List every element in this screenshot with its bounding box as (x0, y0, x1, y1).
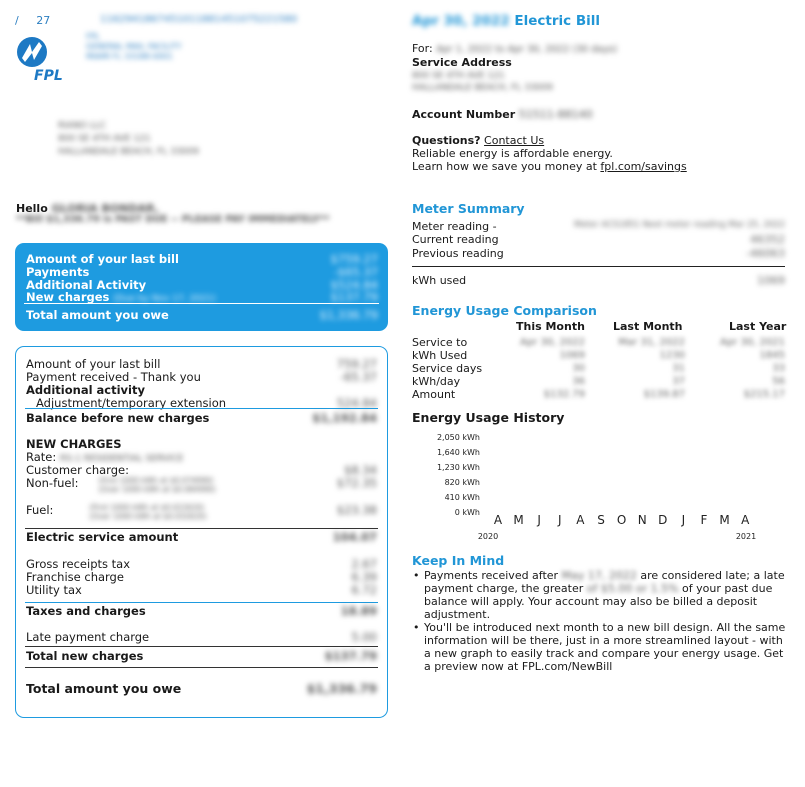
comparison-row-label: Amount (412, 388, 456, 401)
comparison-row-label: kWh Used (412, 349, 468, 362)
meter-reading-row: Meter reading - Meter ACS1851 Next meter reading Mar 25, 2022 (412, 220, 785, 233)
detail-gross-receipts: Gross receipts tax 2.67 (26, 557, 377, 571)
comparison-cell: 37 (672, 376, 685, 387)
x-tick-label: M (719, 513, 730, 527)
comparison-cell: 30 (572, 363, 585, 374)
x-tick-label: N (637, 513, 647, 527)
current-reading-row: Current reading 46352 (412, 233, 785, 246)
detail-divider (25, 528, 378, 529)
y-tick-label: 410 kWh (444, 493, 480, 502)
x-tick-label: F (700, 513, 708, 527)
detail-total-owe: Total amount you owe $1,336.79 (26, 681, 377, 696)
bill-title: Apr 30, 2022 Electric Bill (412, 13, 600, 29)
bill-period: For: Apr 1, 2022 to Apr 30, 2022 (30 days) (412, 42, 618, 55)
comparison-row-label: Service to (412, 336, 468, 349)
detail-non-fuel: Non-fuel: (First 1000 kWh at $0.074990) (Over 1000 kWh at $0.084990) $72.35 (26, 476, 377, 494)
comparison-cell: Apr 30, 2022 (519, 337, 585, 348)
x-tick-label: S (597, 513, 605, 527)
col-this-month: This Month (516, 320, 585, 333)
detail-late-charge: Late payment charge 5.00 (26, 630, 377, 644)
meter-divider (412, 266, 785, 267)
detail-divider (25, 602, 378, 603)
year-label: 2020 (477, 532, 499, 541)
greeting: Hello GLORIA BONDAR, (16, 202, 159, 215)
detail-fuel: Fuel: (First 1000 kWh at $0.022620) (Over 1000 kWh at $0.032620) $23.38 (26, 503, 377, 521)
usage-comparison-title: Energy Usage Comparison (412, 303, 597, 318)
summary-last-bill: Amount of your last bill $759.27 (26, 252, 378, 266)
detail-total-new: Total new charges $137.79 (26, 649, 377, 663)
page-indicator: / 27 (15, 14, 51, 27)
year-label: 2021 (735, 532, 757, 541)
detail-new-charges-heading: NEW CHARGES (26, 437, 122, 451)
x-tick-label: D (658, 513, 668, 527)
x-tick-label: A (741, 513, 750, 527)
comparison-cell: Apr 30, 2021 (719, 337, 785, 348)
summary-new-charges: New charges (Due by Nov 17, 2021) $137.79 (26, 290, 378, 304)
comparison-cell: 1845 (759, 350, 785, 361)
service-address-label: Service Address (412, 56, 512, 69)
y-tick-label: 1,640 kWh (436, 448, 480, 457)
comparison-cell: 56 (772, 376, 785, 387)
savings-link[interactable]: fpl.com/savings (600, 160, 687, 173)
detail-divider (25, 408, 378, 409)
keep-in-mind-item: • Payments received after May 17, 2022 are considered late; a late payment charge, the greater of $5.00 or 1.5% of your past due balance will apply. Your account may also be billed a deposit adjustment. (412, 569, 790, 621)
usage-history-title: Energy Usage History (412, 410, 565, 425)
comparison-cell: 1230 (659, 350, 685, 361)
comparison-cell: 33 (772, 363, 785, 374)
comparison-cell: Mar 31, 2022 (618, 337, 685, 348)
comparison-cell: 1069 (559, 350, 585, 361)
service-address: 800 SE 4TH AVE 121 HALLANDALE BEACH, FL 33009 (412, 71, 553, 93)
usage-history-chart (412, 430, 792, 545)
comparison-cell: $132.79 (543, 389, 585, 400)
detail-last-bill: Amount of your last bill 759.27 (26, 357, 377, 371)
previous-reading-row: Previous reading -46063 (412, 247, 785, 260)
account-barcode-text: 1162941867451011881451075221580 (100, 14, 298, 25)
x-tick-label: O (616, 513, 627, 527)
detail-customer-charge: Customer charge: $8.34 (26, 463, 377, 477)
x-tick-label: A (493, 513, 503, 527)
x-tick-label: A (576, 513, 585, 527)
keep-in-mind-list (412, 569, 790, 673)
comparison-cell: $139.87 (643, 389, 685, 400)
detail-additional-heading: Additional activity (26, 383, 145, 397)
y-tick-label: 1,230 kWh (436, 463, 480, 472)
detail-divider (25, 667, 378, 668)
detail-divider (25, 646, 378, 647)
comparison-cell: $215.17 (743, 389, 785, 400)
kwh-used-row: kWh used 1069 (412, 274, 785, 287)
detail-franchise: Franchise charge 6.39 (26, 570, 377, 584)
learn-savings-text: Learn how we save you money at fpl.com/savings (412, 160, 687, 173)
mailing-address: RIANO LLC 800 SE 4TH AVE 121 HALLANDALE BEACH, FL 33009 (58, 121, 199, 157)
comparison-row-label: Service days (412, 362, 483, 375)
summary-divider (24, 303, 379, 304)
utility-address: FPL GENERAL MAIL FACILITY MIAMI FL 33188-0001 (86, 32, 182, 61)
y-tick-label: 2,050 kWh (436, 433, 480, 442)
account-number: Account Number 51511-88140 (412, 108, 593, 121)
fpl-logo-text: FPL (34, 68, 63, 84)
summary-total: Total amount you owe $1,336.79 (26, 308, 378, 322)
bill-summary-box (15, 243, 388, 331)
x-tick-label: J (537, 513, 541, 527)
x-tick-label: M (513, 513, 524, 527)
detail-adjustment: Adjustment/temporary extension 524.84 (36, 396, 377, 410)
detail-electric-amount: Electric service amount 104.07 (26, 530, 377, 544)
detail-rate: Rate: RS-1 RESIDENTIAL SERVICE (26, 450, 184, 464)
detail-payment: Payment received - Thank you -65.37 (26, 370, 377, 384)
x-tick-label: J (681, 513, 686, 527)
y-tick-label: 820 kWh (444, 478, 480, 487)
keep-in-mind-item: • You'll be introduced next month to a new bill design. All the same information will be there, just in a more streamlined layout - with a new graph to easily track and compare your energy usage. Get a preview now at FPL.com/NewBill (412, 621, 790, 673)
contact-us-link[interactable]: Contact Us (484, 134, 545, 147)
comparison-cell: 31 (672, 363, 685, 374)
questions-line: Questions? Contact Us (412, 134, 545, 147)
past-due-notice: **Bill $1,336.79 is PAST DUE -- PLEASE PAY IMMEDIATELY** (16, 214, 330, 225)
summary-additional: Additional Activity $524.84 (26, 278, 378, 292)
meter-summary-title: Meter Summary (412, 201, 525, 216)
keep-in-mind-title: Keep In Mind (412, 553, 505, 568)
col-last-month: Last Month (613, 320, 683, 333)
detail-utility-tax: Utility tax 6.72 (26, 583, 377, 597)
reliable-energy-text: Reliable energy is affordable energy. (412, 147, 613, 160)
y-tick-label: 0 kWh (454, 508, 480, 517)
comparison-cell: 36 (572, 376, 585, 387)
detail-balance: Balance before new charges $1,192.84 (26, 411, 377, 425)
comparison-row-label: kWh/day (412, 375, 461, 388)
x-tick-label: J (558, 513, 562, 527)
detail-taxes: Taxes and charges 18.89 (26, 604, 377, 618)
bill-detail-box (15, 346, 388, 718)
col-last-year: Last Year (729, 320, 787, 333)
summary-payments: Payments -$65.37 (26, 265, 378, 279)
